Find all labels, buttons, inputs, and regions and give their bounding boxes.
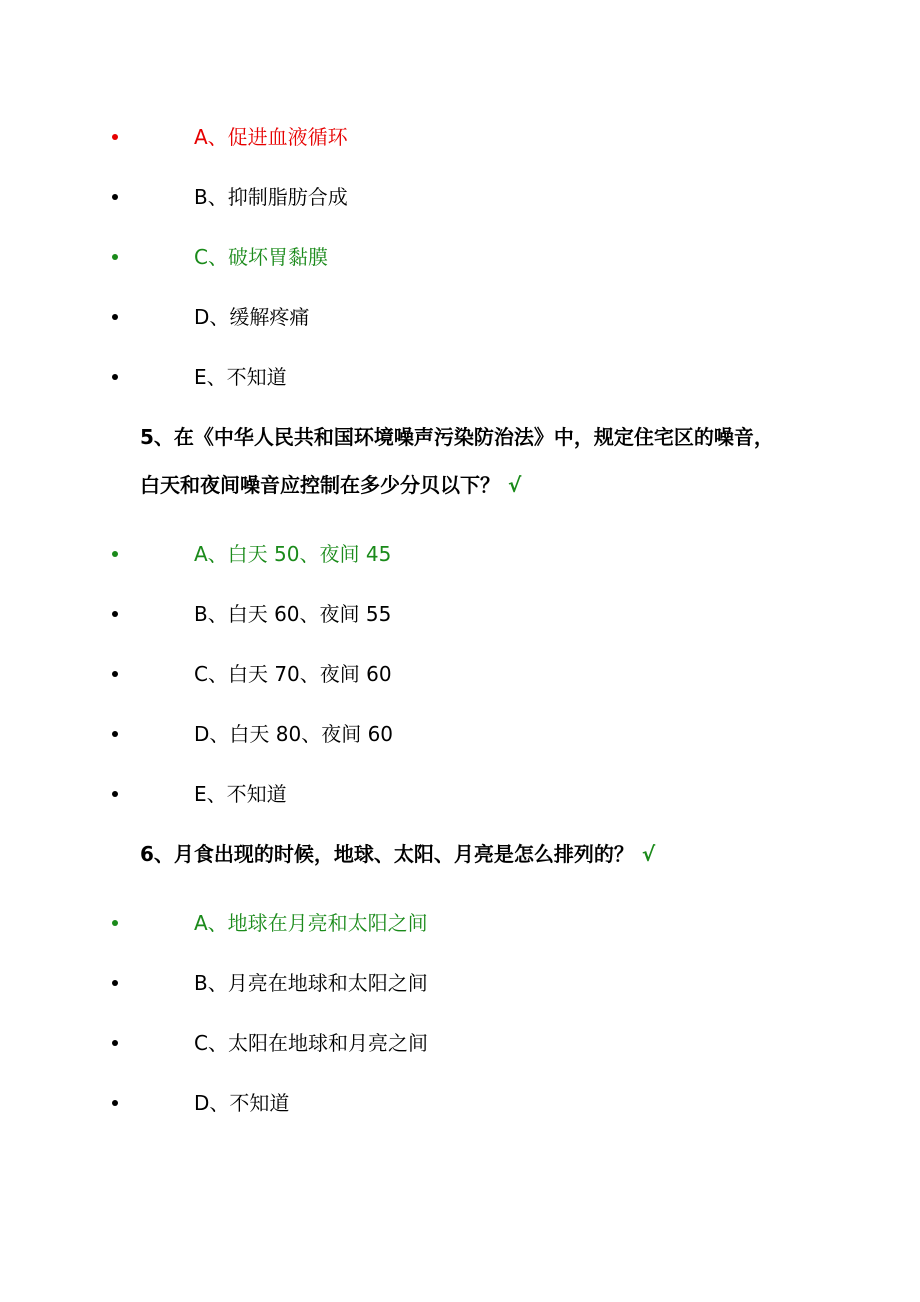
option-label: E、不知道 (194, 365, 287, 389)
option-label: A、白天 50、夜间 45 (194, 542, 392, 566)
q5-option-b[interactable] (0, 594, 920, 634)
checkmark-icon: √ (641, 842, 656, 866)
q6-option-a[interactable] (0, 903, 920, 943)
option-label: D、缓解疼痛 (194, 305, 310, 329)
q4-option-a[interactable] (0, 117, 920, 157)
q5-option-d[interactable] (0, 714, 920, 754)
q5-option-e[interactable] (0, 774, 920, 814)
option-label: E、不知道 (194, 782, 287, 806)
q5-option-a[interactable] (0, 534, 920, 574)
q4-option-d[interactable] (0, 297, 920, 337)
q5-question-line-2 (140, 465, 521, 505)
q6-question-text: 6、月食出现的时候，地球、太阳、月亮是怎么排列的？ (140, 842, 634, 866)
bullet-icon (112, 791, 118, 797)
q5-question-line-1: 5、在《中华人民共和国环境噪声污染防治法》中，规定住宅区的噪音， (140, 425, 774, 449)
bullet-icon (112, 134, 118, 140)
bullet-icon (112, 920, 118, 926)
option-label: A、地球在月亮和太阳之间 (194, 911, 428, 935)
option-label: D、白天 80、夜间 60 (194, 722, 394, 746)
bullet-icon (112, 314, 118, 320)
q4-option-b[interactable] (0, 177, 920, 217)
option-label: D、不知道 (194, 1091, 290, 1115)
bullet-icon (112, 980, 118, 986)
bullet-icon (112, 551, 118, 557)
option-label: B、月亮在地球和太阳之间 (194, 971, 428, 995)
option-label: B、白天 60、夜间 55 (194, 602, 392, 626)
q4-option-e[interactable] (0, 357, 920, 397)
option-label: A、促进血液循环 (194, 125, 348, 149)
q6-option-c[interactable] (0, 1023, 920, 1063)
bullet-icon (112, 254, 118, 260)
bullet-icon (112, 671, 118, 677)
bullet-icon (112, 1040, 118, 1046)
option-label: B、抑制脂肪合成 (194, 185, 348, 209)
checkmark-icon: √ (508, 473, 522, 497)
option-label: C、白天 70、夜间 60 (194, 662, 392, 686)
q4-option-c[interactable] (0, 237, 920, 277)
option-label: C、破坏胃黏膜 (194, 245, 328, 269)
q5-question-text: 白天和夜间噪音应控制在多少分贝以下？ (140, 473, 500, 497)
q5-option-c[interactable] (0, 654, 920, 694)
q6-option-d[interactable] (0, 1083, 920, 1123)
bullet-icon (112, 374, 118, 380)
bullet-icon (112, 611, 118, 617)
option-label: C、太阳在地球和月亮之间 (194, 1031, 428, 1055)
q6-option-b[interactable] (0, 963, 920, 1003)
bullet-icon (112, 194, 118, 200)
bullet-icon (112, 731, 118, 737)
bullet-icon (112, 1100, 118, 1106)
q6-question-line-1 (140, 834, 655, 874)
